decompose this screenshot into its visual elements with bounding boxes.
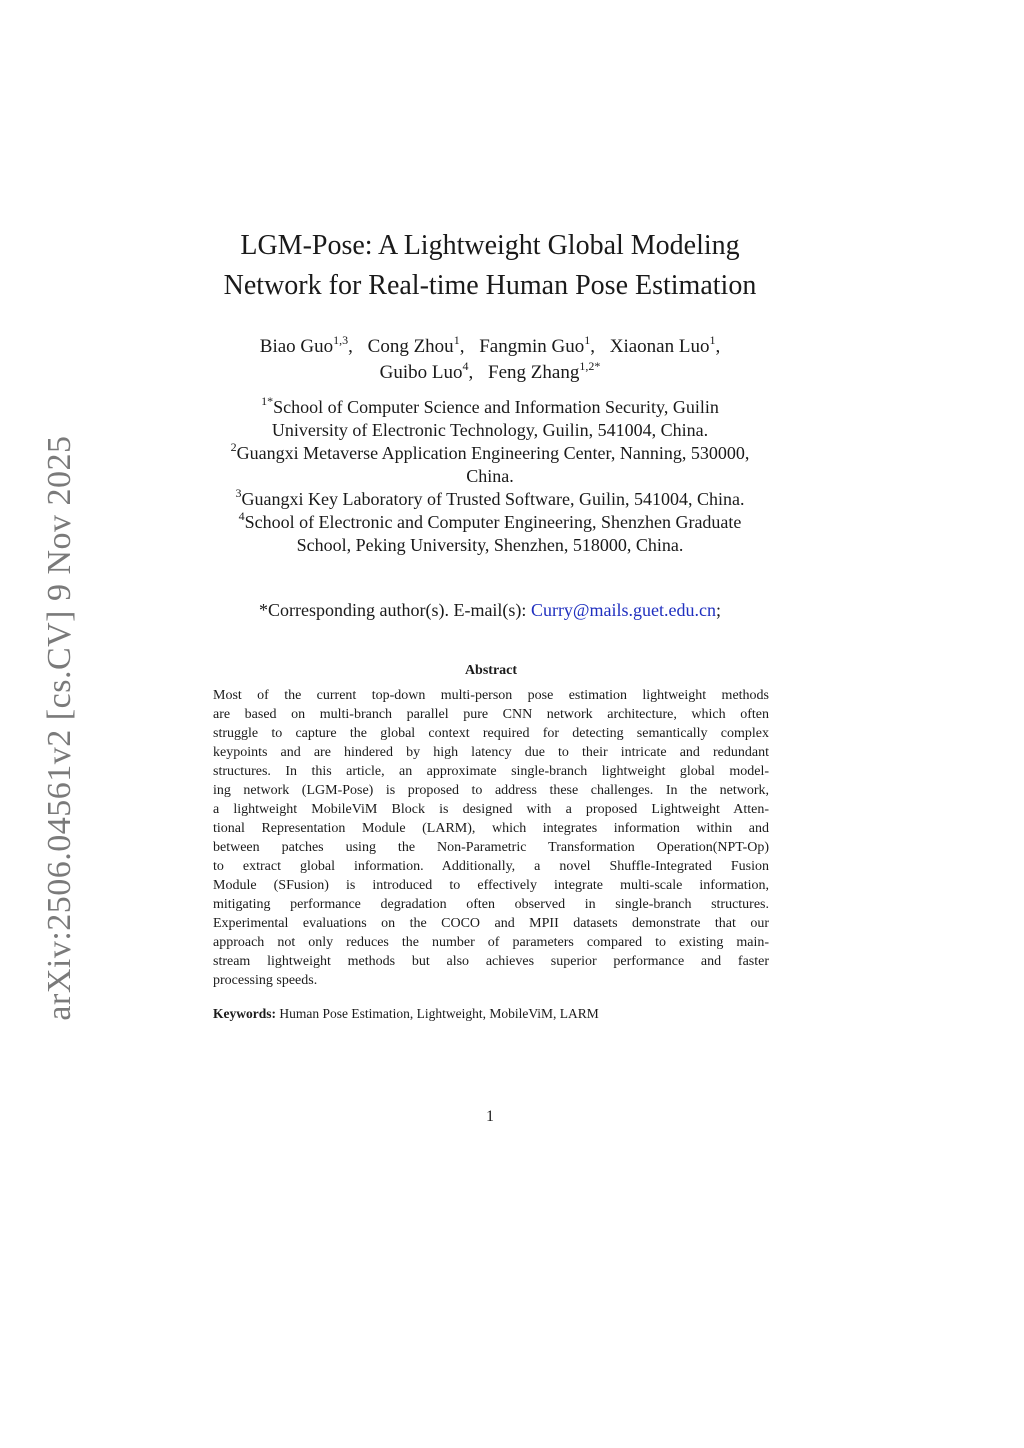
abstract-line: processing speeds. bbox=[213, 973, 318, 988]
author: Guibo Luo$^4$, bbox=[379, 359, 474, 383]
author: Fangmin Guo$^1$, bbox=[479, 333, 595, 357]
author: Xiaonan Luo$^1$, bbox=[609, 333, 721, 357]
abstract-line: are based on multi-branch parallel pure CNN network architecture, which often bbox=[213, 707, 769, 722]
abstract-line: mitigating performance degradation often observed in single-branch structures. bbox=[213, 897, 769, 912]
keywords-text: Human Pose Estimation, Lightweight, MobileViM, LARM bbox=[276, 1006, 599, 1021]
abstract-line: structures. In this article, an approximate single-branch lightweight global model- bbox=[213, 764, 769, 779]
arxiv-identifier-stamp: arXiv:2506.04561v2 [cs.CV] 9 Nov 2025 bbox=[41, 435, 78, 1021]
abstract-line: approach not only reduces the number of parameters compared to existing main- bbox=[213, 935, 769, 950]
email-link[interactable]: Curry@mails.guet.edu.cn bbox=[530, 600, 716, 620]
title-line-2: Network for Real-time Human Pose Estimation bbox=[223, 270, 757, 301]
affiliation: $^{1*}$School of Computer Science and Information Security, Guilin University of Electronic Technology, Guilin, 541004, China. bbox=[261, 394, 719, 440]
abstract-line: Module (SFusion) is introduced to effectively integrate multi-scale information, bbox=[213, 878, 769, 893]
corresponding-suffix: ; bbox=[715, 600, 721, 620]
abstract-line: between patches using the Non-Parametric Transformation Operation(NPT-Op) bbox=[213, 840, 769, 855]
abstract-line: a lightweight MobileViM Block is designed with a proposed Lightweight Atten- bbox=[213, 802, 769, 817]
abstract-heading: Abstract bbox=[464, 663, 518, 678]
author-line-1 bbox=[160, 334, 820, 360]
paper-title bbox=[190, 226, 790, 306]
author: Biao Guo$^{1,3}$, bbox=[259, 333, 353, 357]
author-line-2 bbox=[160, 360, 820, 386]
abstract-line: Most of the current top-down multi-person pose estimation lightweight methods bbox=[213, 688, 769, 703]
affiliation: $^4$School of Electronic and Computer Engineering, Shenzhen Graduate School, Peking University, Shenzhen, 518000, China. bbox=[238, 509, 742, 555]
corresponding-author-note bbox=[160, 598, 820, 622]
abstract-line: Experimental evaluations on the COCO and MPII datasets demonstrate that our bbox=[213, 916, 769, 931]
abstract-line: stream lightweight methods but also achieves superior performance and faster bbox=[213, 954, 769, 969]
abstract-body bbox=[213, 686, 769, 990]
abstract-line: keypoints and are hindered by high latency due to their intricate and redundant bbox=[213, 745, 769, 760]
abstract-line: ing network (LGM-Pose) is proposed to address these challenges. In the network, bbox=[213, 783, 769, 798]
affiliation: $^2$Guangxi Metaverse Application Engineering Center, Nanning, 530000, China. bbox=[230, 440, 750, 486]
affiliation: $^3$Guangxi Key Laboratory of Trusted Software, Guilin, 541004, China. bbox=[235, 486, 745, 509]
author: Cong Zhou$^1$, bbox=[367, 333, 465, 357]
keywords bbox=[213, 1004, 769, 1023]
page-number: 1 bbox=[486, 1108, 494, 1125]
title-line-1: LGM-Pose: A Lightweight Global Modeling bbox=[240, 230, 740, 261]
corresponding-prefix: *Corresponding author(s). E-mail(s): bbox=[258, 600, 531, 620]
keywords-label: Keywords: bbox=[213, 1006, 276, 1021]
affiliation-list bbox=[160, 396, 820, 557]
abstract-line: to extract global information. Additionally, a novel Shuffle-Integrated Fusion bbox=[213, 859, 769, 874]
abstract-line: tional Representation Module (LARM), which integrates information within and bbox=[213, 821, 769, 836]
abstract-line: struggle to capture the global context required for detecting semantically complex bbox=[213, 726, 769, 741]
author: Feng Zhang$^{1,2*}$ bbox=[488, 359, 601, 383]
author-list bbox=[160, 334, 820, 386]
